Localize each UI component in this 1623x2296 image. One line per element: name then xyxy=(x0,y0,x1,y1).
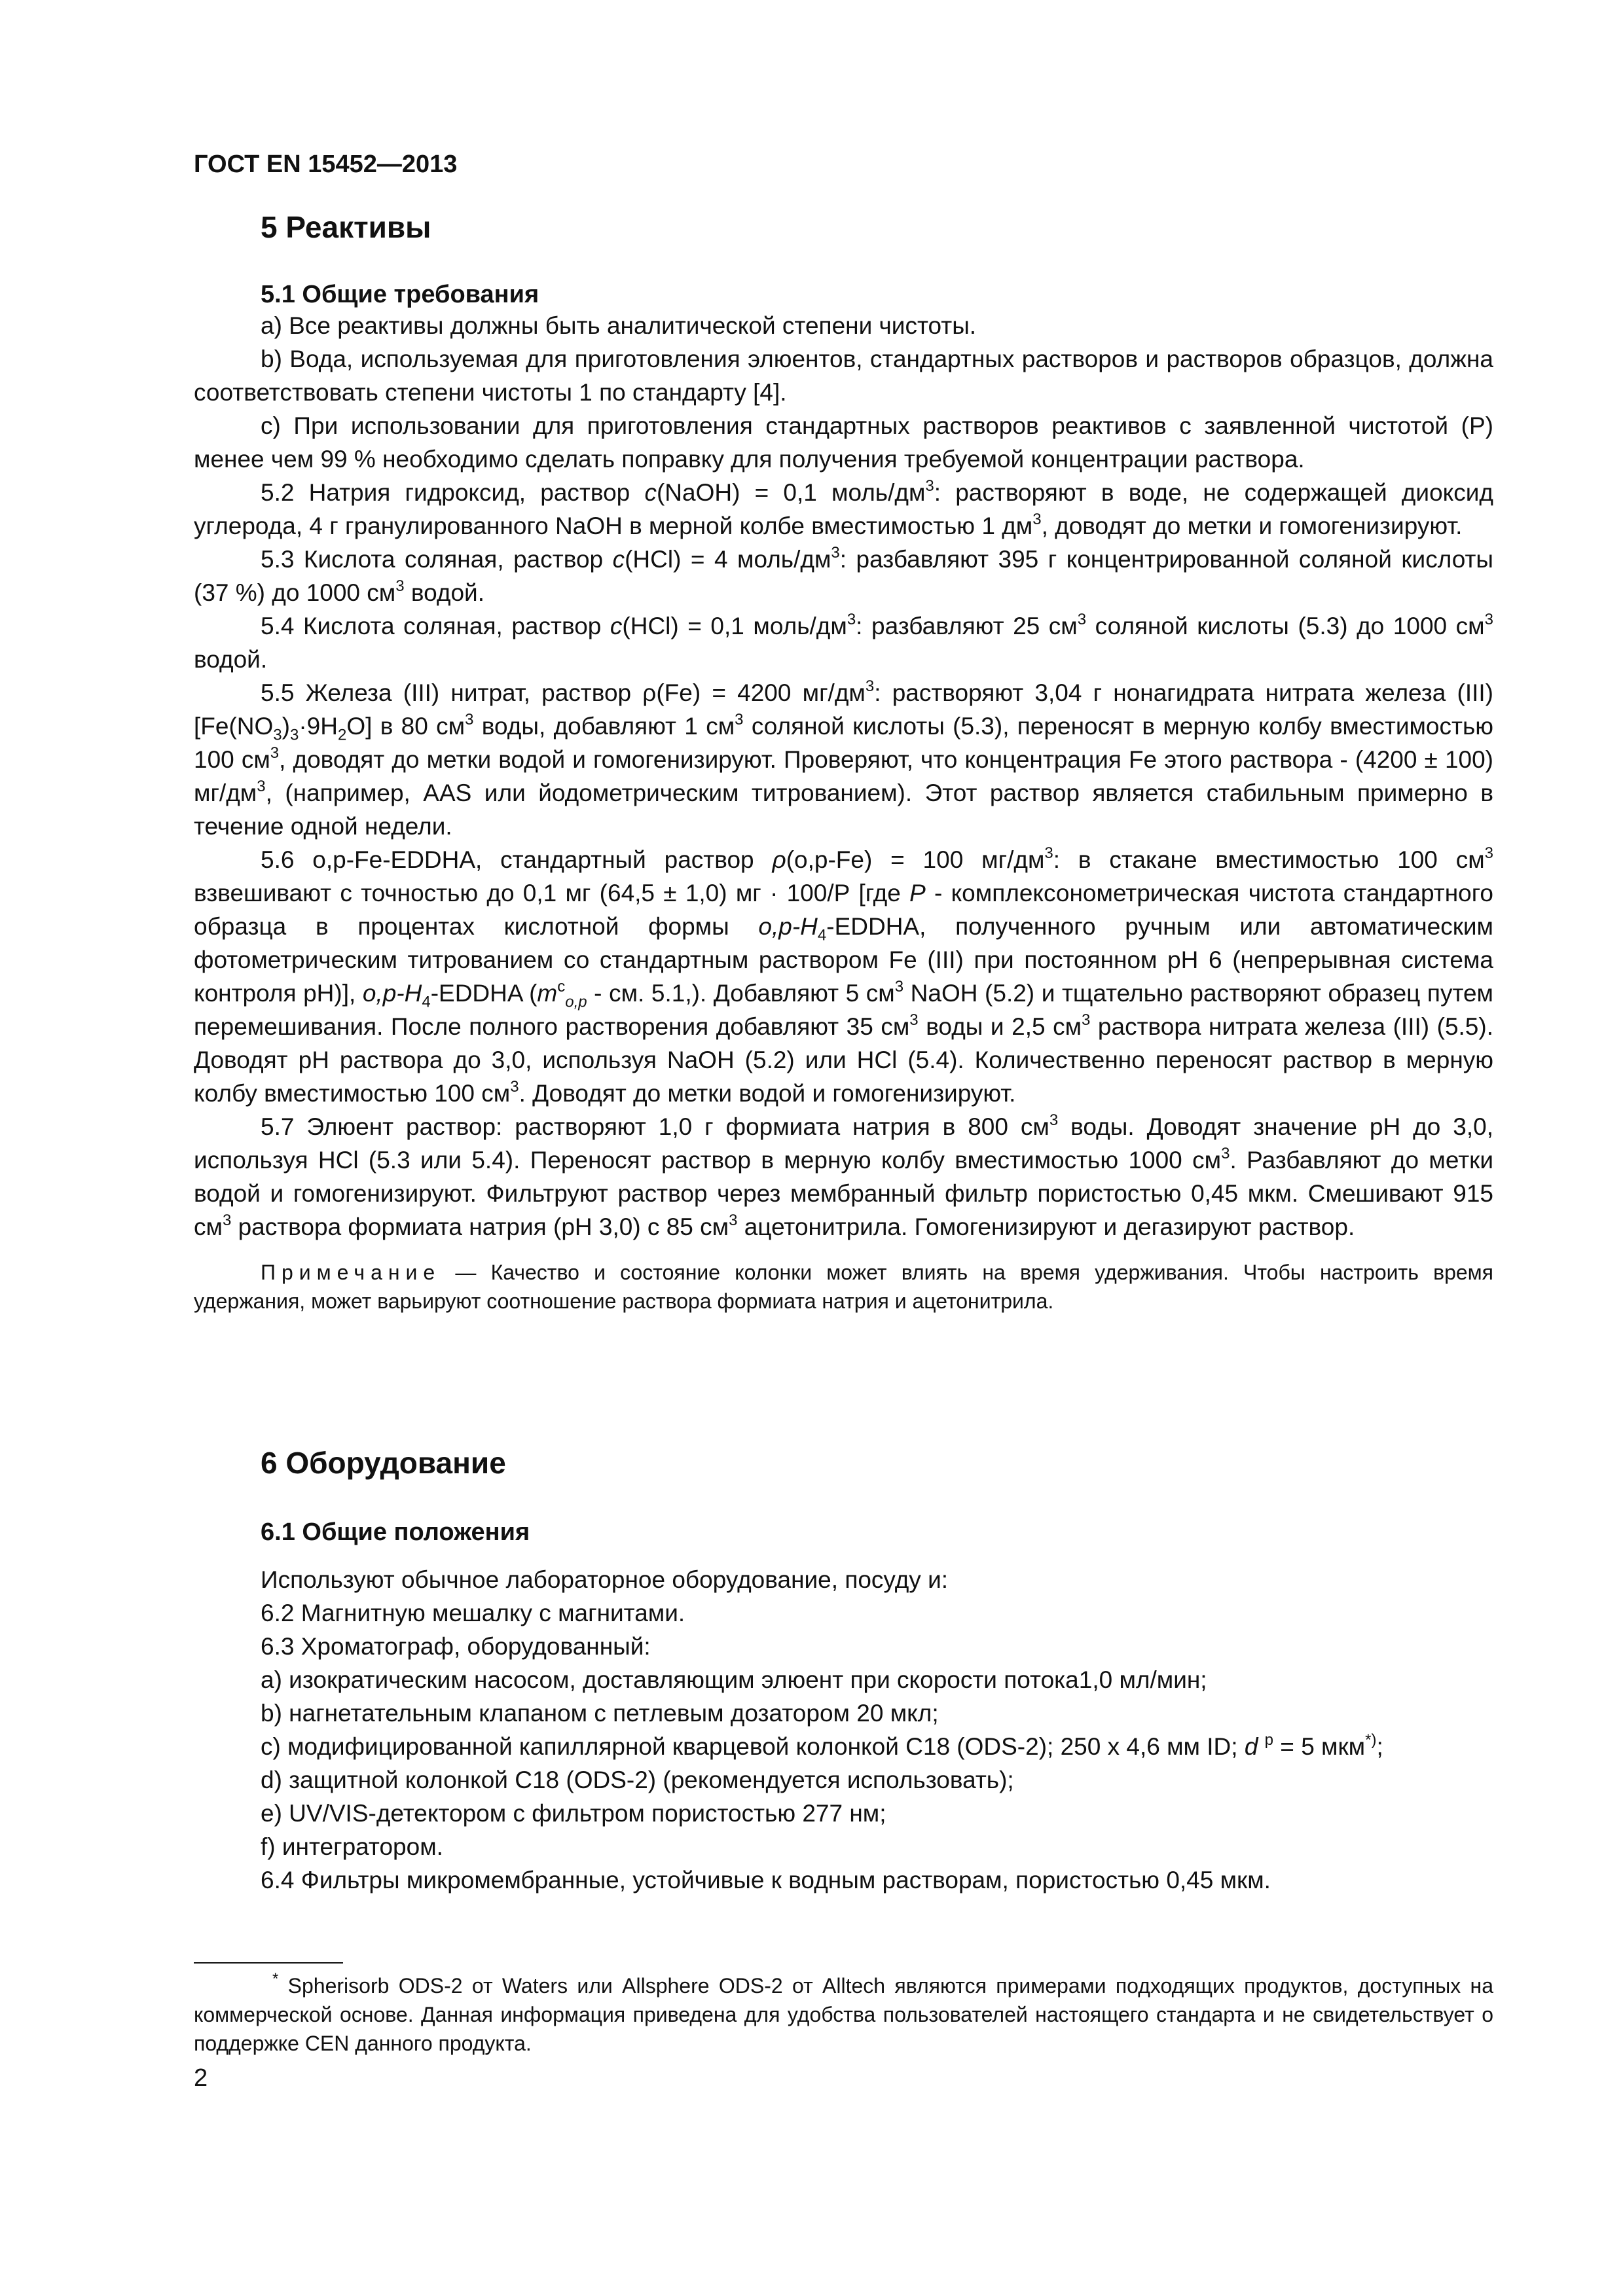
equipment-item-b: b) нагнетательным клапаном с петлевым дозатором 20 мкл; xyxy=(261,1700,939,1727)
equipment-item-f: f) интегратором. xyxy=(261,1833,443,1860)
paragraph-5-3: 5.3 Кислота соляная, раствор с(HCl) = 4 моль/$дм^3$: разбавляют 395 г концентрированной соляной кислоты (37 %) до 1000 $см^3$ водой. xyxy=(194,543,1494,606)
paragraph-5-1-b: b) Вода, используемая для приготовления элюентов, стандартных растворов и растворов образцов, должна соответствовать степени чистоты 1 по стандарту [4]. xyxy=(194,346,1493,406)
paragraph-5-2: 5.2 Натрия гидроксид, раствор с(NaOH) = 0,1 моль/$дм^3$: растворяют в воде, не содержащей диоксид углерода, 4 г гранулированного NaOH в мерной колбе вместимостью 1 $дм^3$, доводят до метки и гомогенизируют. xyxy=(194,476,1494,539)
footnote-mark: * xyxy=(272,1970,279,1988)
paragraph-5-4: 5.4 Кислота соляная, раствор с(HCl) = 0,1 моль/$дм^3$: разбавляют 25 $см^3$ соляной кислоты (5.3) до 1000 $см^3$ водой. xyxy=(194,610,1493,673)
standard-header: ГОСТ EN 15452—2013 xyxy=(194,151,458,178)
equipment-item-a: а) изократическим насосом, доставляющим элюент при скорости потока1,0 мл/мин; xyxy=(261,1666,1207,1693)
subsection-6-1-title: 6.1 Общие положения xyxy=(261,1518,530,1546)
page-number: 2 xyxy=(194,2064,208,2092)
section-5-body xyxy=(194,309,1493,1316)
section-6-title: 6 Оборудование xyxy=(261,1446,506,1480)
equipment-item-6-2: 6.2 Магнитную мешалку с магнитами. xyxy=(261,1600,685,1626)
footnote xyxy=(194,1971,1493,2058)
paragraph-5-7: 5.7 Элюент раствор: растворяют 1,0 г формиата натрия в 800 $см^3$ воды. Доводят значение pH до 3,0, используя HCl (5.3 или 5.4). Переносят раствор в мерную колбу вместимостью 1000 $см^3$. Разбавляют до метки водой и гомогенизируют. Фильтруют раствор через мембранный фильтр пористостью 0,45 мкм. Смешивают 915 $см^3$ раствора формиата натрия (pH 3,0) с 85 $см^3$ ацетонитрила. Гомогенизируют и дегазируют раствор. xyxy=(194,1111,1493,1240)
equipment-item-d: d) защитной колонкой С18 (ODS-2) (рекомендуется использовать); xyxy=(261,1767,1014,1793)
equipment-item-e: е) UV/VIS-детектором с фильтром пористостью 277 нм; xyxy=(261,1800,886,1827)
paragraph-5-6: 5.6 о,р-Fe-EDDHA, стандартный раствор ρ(о,р-Fe) = 100 $мг/дм^3$: в стакане вместимостью 100 $см^3$ взвешивают с точностью до 0,1 мг (64,5 ± 1,0) мг · 100/Р [где P - комплексонометрическая чистота стандартного образца в процентах кислотной формы $о,р-H_4$-EDDHA, полученного ручным или автоматическим фотометрическим титрованием со стандартным раствором Fe (III) при постоянном pH 6 (непрерывная система контроля pH)], $о,р-H_4$-EDDHA ($m^c_{о,р}$ - см. 5.1,). Добавляют 5 $см^3$ NaOH (5.2) и тщательно растворяют образец путем перемешивания. После полного растворения добавляют 35 $см^3$ воды и 2,5 $см^3$ раствора нитрата железа (III) (5.5). Доводят pH раствора до 3,0, используя NaOH (5.2) или HCl (5.4). Количественно переносят раствор в мерную колбу вместимостью 100 $см^3$. Доводят до метки водой и гомогенизируют. xyxy=(194,844,1493,1107)
paragraph-5-5: 5.5 Железа (III) нитрат, раствор ρ(Fe) = 4200 $мг/дм^3$: растворяют 3,04 г нонагидрата нитрата железа (III) $[Fe(NO_3)_3\cdot 9H_2O]$ в 80 $см^3$ воды, добавляют 1 $см^3$ соляной кислоты (5.3), переносят в мерную колбу вместимостью 100 $см^3$, доводят до метки водой и гомогенизируют. Проверяют, что концентрация Fe этого раствора - (4200 ± 100) $мг/дм^3$, (например, AAS или йодометрическим титрованием). Этот раствор является стабильным примерно в течение одной недели. xyxy=(194,677,1493,840)
equipment-item-6-3: 6.3 Хроматограф, оборудованный: xyxy=(261,1633,651,1660)
note xyxy=(194,1258,1493,1316)
note-text: — Качество и состояние колонки может влиять на время удерживания. Чтобы настроить время удержания, может варьируют соотношение раствора формиата натрия и ацетонитрила. xyxy=(194,1261,1493,1313)
paragraph-5-1-c: с) При использовании для приготовления стандартных растворов реактивов с заявленной чистотой (Р) менее чем 99 % необходимо сделать поправку для получения требуемой концентрации раствора. xyxy=(194,412,1493,473)
footnote-divider xyxy=(194,1962,343,1964)
footnote-text: Spherisorb ODS-2 от Waters или Allsphere ODS-2 от Alltech являются примерами подходящих продуктов, доступных на коммерческой основе. Данная информация приведена для удобства пользователей настоящего стандарта и не свидетельствует о поддержке CEN данного продукта. xyxy=(194,1974,1493,2055)
paragraph-5-1-a: а) Все реактивы должны быть аналитической степени чистоты. xyxy=(261,312,977,339)
note-label: Примечание xyxy=(261,1261,441,1284)
equipment-list xyxy=(261,1563,1498,1897)
subsection-5-1-title: 5.1 Общие требования xyxy=(261,281,539,308)
equipment-item-c: с) модифицированной капиллярной кварцевой колонкой С18 (ODS-2); 250 х 4,6 мм ID; d $^p$ = 5 мкм*); xyxy=(261,1731,1383,1760)
equipment-item-6-4: 6.4 Фильтры микромембранные, устойчивые к водным растворам, пористостью 0,45 мкм. xyxy=(261,1867,1271,1893)
section-5-title: 5 Реактивы xyxy=(261,210,431,244)
equipment-intro: Используют обычное лабораторное оборудование, посуду и: xyxy=(261,1566,949,1593)
